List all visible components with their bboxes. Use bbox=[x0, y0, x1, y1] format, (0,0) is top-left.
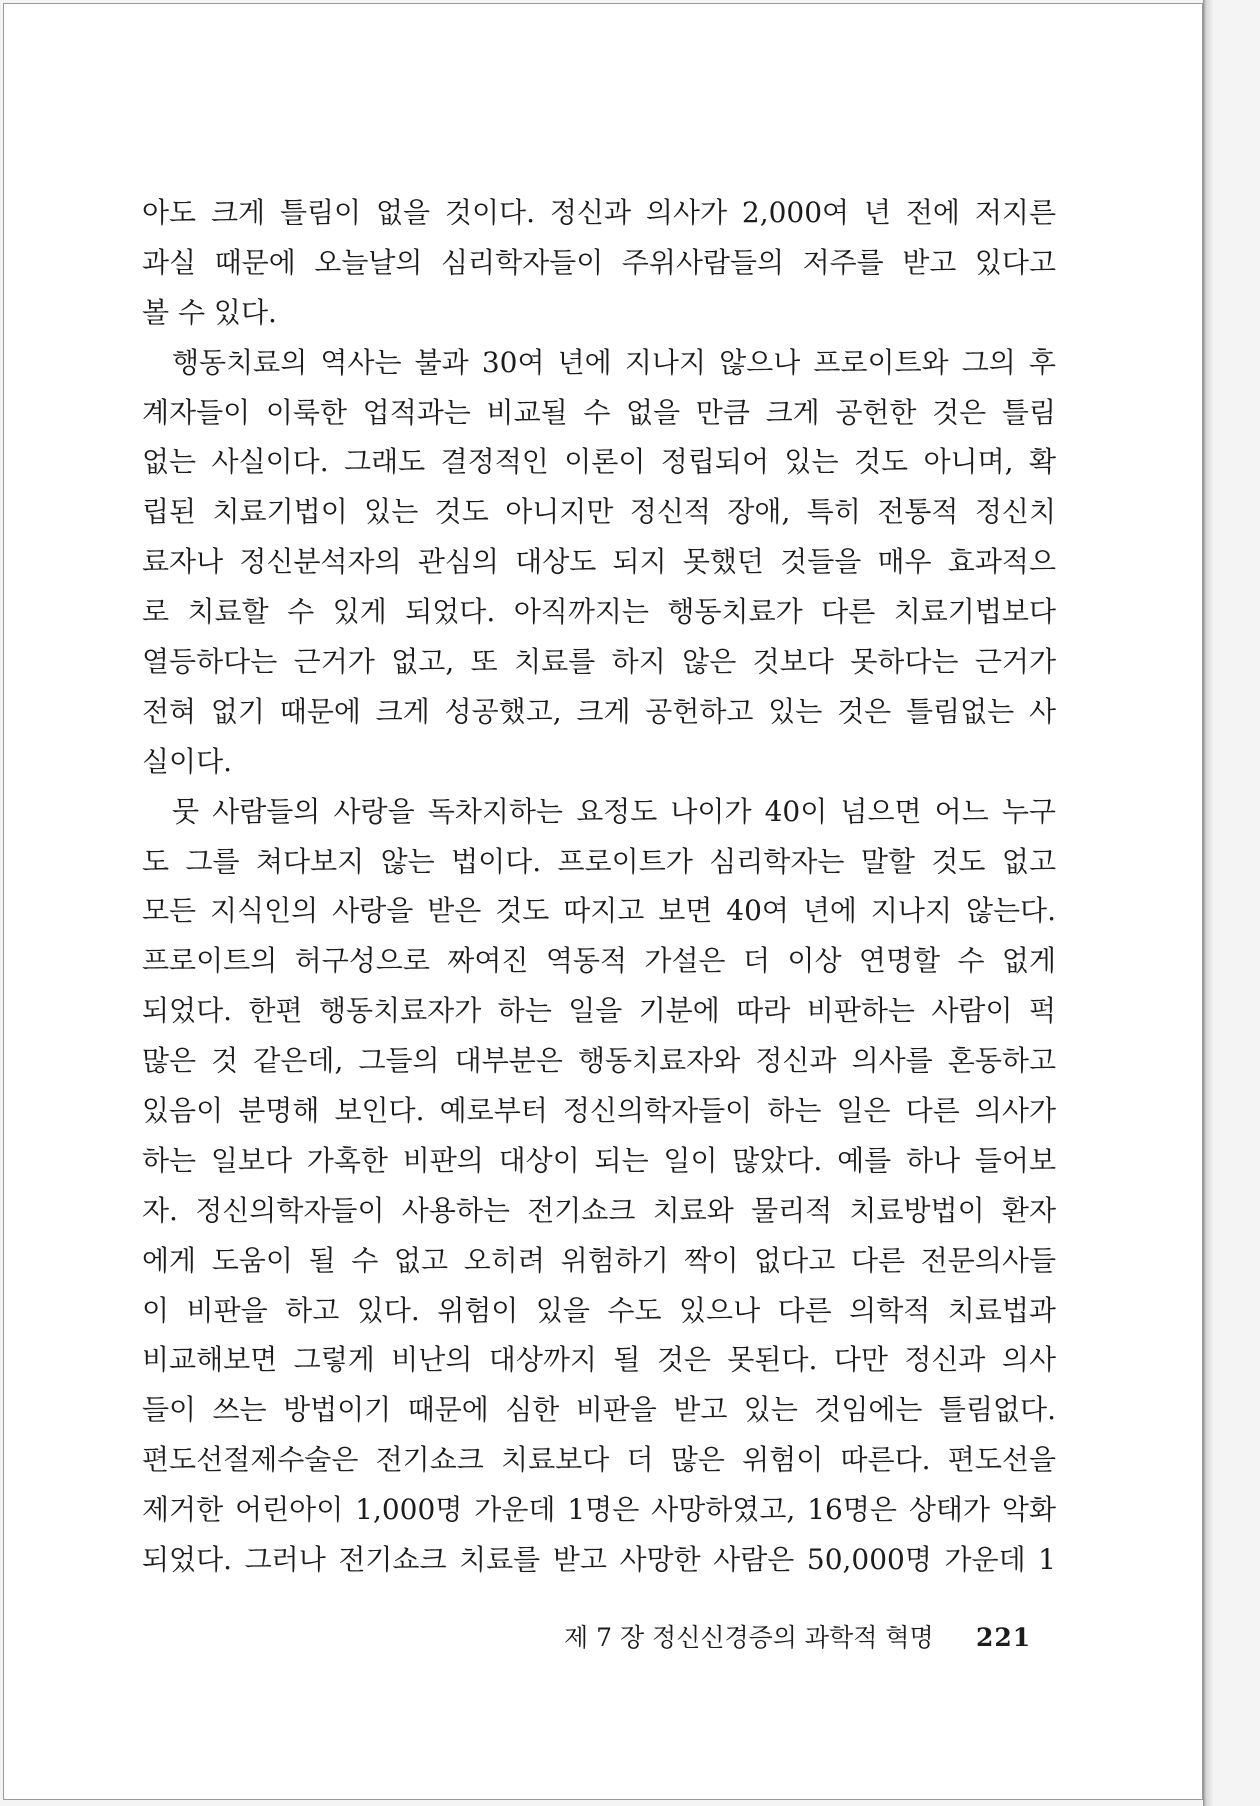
chapter-title: 제 7 장 정신신경증의 과학적 혁명 bbox=[564, 1623, 934, 1652]
page-number: 221 bbox=[976, 1623, 1032, 1652]
text-line: 제거한 어린아이 1,000명 가운데 1명은 사망하였고, 16명은 상태가 악화 bbox=[142, 1493, 1056, 1527]
text-line: 전혀 없기 때문에 크게 성공했고, 크게 공헌하고 있는 것은 틀림없는 사 bbox=[142, 694, 1056, 728]
text-line: 계자들이 이룩한 업적과는 비교될 수 없을 만큼 크게 공헌한 것은 틀림 bbox=[142, 395, 1056, 429]
page-edge-shadow bbox=[1203, 0, 1213, 1806]
text-line: 많은 것 같은데, 그들의 대부분은 행동치료자와 정신과 의사를 혼동하고 bbox=[142, 1044, 1056, 1078]
text-line: 편도선절제수술은 전기쇼크 치료보다 더 많은 위험이 따른다. 편도선을 bbox=[142, 1443, 1056, 1477]
text-line: 로 치료할 수 있게 되었다. 아직까지는 행동치료가 다른 치료기법보다 bbox=[142, 595, 1056, 629]
text-line: 없는 사실이다. 그래도 결정적인 이론이 정립되어 있는 것도 아니며, 확 bbox=[142, 445, 1056, 479]
text-line: 에게 도움이 될 수 없고 오히려 위험하기 짝이 없다고 다른 전문의사들 bbox=[142, 1243, 1056, 1277]
text-line: 들이 쓰는 방법이기 때문에 심한 비판을 받고 있는 것임에는 틀림없다. bbox=[142, 1393, 1056, 1427]
text-line: 실이다. bbox=[142, 744, 233, 778]
text-line: 이 비판을 하고 있다. 위험이 있을 수도 있으나 다른 의학적 치료법과 bbox=[142, 1293, 1056, 1327]
text-line: 도 그를 쳐다보지 않는 법이다. 프로이트가 심리학자는 말할 것도 없고 bbox=[142, 844, 1056, 878]
page-footer bbox=[564, 1618, 1032, 1658]
text-line: 열등하다는 근거가 없고, 또 치료를 하지 않은 것보다 못하다는 근거가 bbox=[142, 645, 1056, 679]
text-line: 비교해보면 그렇게 비난의 대상까지 될 것은 못된다. 다만 정신과 의사 bbox=[142, 1343, 1056, 1377]
text-line: 하는 일보다 가혹한 비판의 대상이 되는 일이 많았다. 예를 하나 들어보 bbox=[142, 1143, 1056, 1177]
text-line: 볼 수 있다. bbox=[142, 295, 277, 329]
text-line: 과실 때문에 오늘날의 심리학자들이 주위사람들의 저주를 받고 있다고 bbox=[142, 245, 1056, 279]
book-page bbox=[3, 3, 1203, 1800]
text-line: 되었다. 그러나 전기쇼크 치료를 받고 사망한 사람은 50,000명 가운데 1 bbox=[142, 1543, 1056, 1577]
body-text bbox=[142, 188, 1056, 1585]
text-line: 모든 지식인의 사랑을 받은 것도 따지고 보면 40여 년에 지나지 않는다. bbox=[142, 894, 1056, 928]
text-line: 아도 크게 틀림이 없을 것이다. 정신과 의사가 2,000여 년 전에 저지른 bbox=[142, 196, 1056, 229]
text-line: 립된 치료기법이 있는 것도 아니지만 정신적 장애, 특히 전통적 정신치 bbox=[142, 495, 1056, 529]
paragraph-first-line: 행동치료의 역사는 불과 30여 년에 지나지 않으나 프로이트와 그의 후 bbox=[172, 345, 1056, 379]
text-line: 프로이트의 허구성으로 짜여진 역동적 가설은 더 이상 연명할 수 없게 bbox=[142, 944, 1056, 978]
text-line: 료자나 정신분석자의 관심의 대상도 되지 못했던 것들을 매우 효과적으 bbox=[142, 545, 1056, 579]
text-line: 있음이 분명해 보인다. 예로부터 정신의학자들이 하는 일은 다른 의사가 bbox=[142, 1094, 1056, 1128]
paragraph-first-line: 뭇 사람들의 사랑을 독차지하는 요정도 나이가 40이 넘으면 어느 누구 bbox=[172, 794, 1056, 828]
text-line: 되었다. 한편 행동치료자가 하는 일을 기분에 따라 비판하는 사람이 퍽 bbox=[142, 994, 1056, 1028]
text-line: 자. 정신의학자들이 사용하는 전기쇼크 치료와 물리적 치료방법이 환자 bbox=[142, 1193, 1056, 1227]
